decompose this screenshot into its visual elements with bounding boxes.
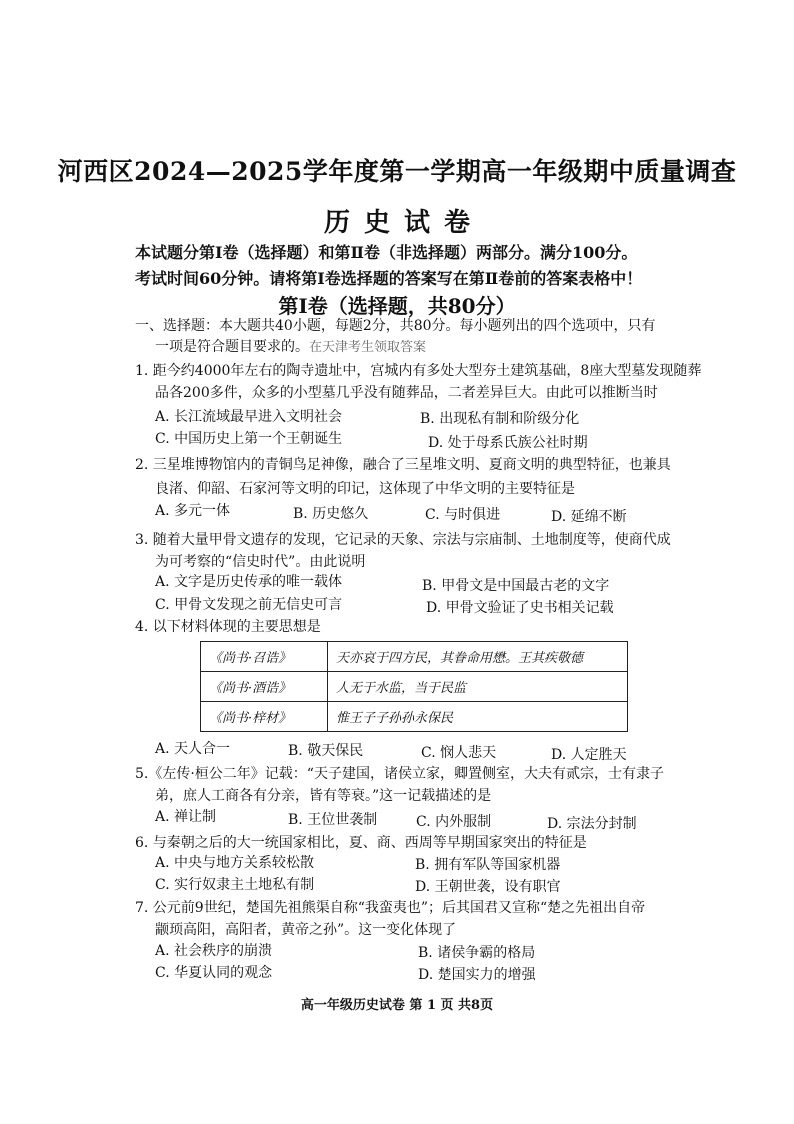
question-4-option-c: C. 悯人悲天 xyxy=(421,745,497,761)
question-6-option-a: A. 中央与地方关系较松散 xyxy=(155,855,315,871)
question-1-option-a: A. 长江流域最早进入文明社会 xyxy=(155,409,343,425)
question-4-material-table xyxy=(200,641,628,732)
watermark-text: 在天津考生领取答案 xyxy=(309,340,427,355)
question-4-stem: 4. 以下材料体现的主要思想是 xyxy=(135,619,321,635)
intro-line-2: 考试时间60分钟。请将第Ⅰ卷选择题的答案写在第Ⅱ卷前的答案表格中！ xyxy=(135,269,643,288)
question-2-option-b: B. 历史悠久 xyxy=(293,506,369,522)
question-6-option-b: B. 拥有军队等国家机器 xyxy=(415,857,561,873)
question-5-option-d: D. 宗法分封制 xyxy=(547,816,637,832)
question-4-option-b: B. 敬天保民 xyxy=(288,743,364,759)
question-3-stem-cont: 为可考察的“信史时代”。由此说明 xyxy=(155,554,366,570)
intro-line-1: 本试题分第Ⅰ卷（选择题）和第Ⅱ卷（非选择题）两部分。满分100分。 xyxy=(135,243,638,262)
table-cell-quote: 人无于水监，当于民监 xyxy=(328,672,628,702)
question-2-option-a: A. 多元一体 xyxy=(155,503,231,519)
question-4-option-a: A. 天人合一 xyxy=(155,741,231,757)
table-row xyxy=(201,642,628,672)
question-2-option-d: D. 延绵不断 xyxy=(551,509,627,525)
question-6-option-d: D. 王朝世袭，设有职官 xyxy=(415,879,561,895)
question-1-option-c: C. 中国历史上第一个王朝诞生 xyxy=(155,431,343,447)
question-3-stem: 3. 随着大量甲骨文遗存的发现，它记录的天象、宗法与宗庙制、土地制度等，使商代成 xyxy=(135,532,671,548)
table-cell-quote: 天亦哀于四方民，其眷命用懋。王其疾敬德 xyxy=(328,642,628,672)
question-2-stem-cont: 良渚、仰韶、石家河等文明的印记，这体现了中华文明的主要特征是 xyxy=(155,481,575,497)
table-row xyxy=(201,672,628,702)
question-4-option-d: D. 人定胜天 xyxy=(551,747,627,763)
section-instruction-cont: 一项是符合题目要求的。在天津考生领取答案 xyxy=(155,339,427,355)
question-5-stem: 5.《左传·桓公二年》记载：“天子建国，诸侯立家，卿置侧室，大夫有贰宗，士有隶子 xyxy=(135,766,664,782)
subject-title: 历史试卷 xyxy=(323,208,484,238)
question-6-option-c: C. 实行奴隶主土地私有制 xyxy=(155,877,315,893)
table-cell-quote: 惟王子子孙孙永保民 xyxy=(328,702,628,732)
page-footer: 高一年级历史试卷 第 1 页 共8页 xyxy=(300,998,494,1013)
question-5-stem-cont: 弟，庶人工商各有分亲，皆有等衰。”这一记载描述的是 xyxy=(155,788,492,804)
question-3-option-a: A. 文字是历史传承的唯一载体 xyxy=(155,574,343,590)
question-5-option-c: C. 内外服制 xyxy=(416,814,492,830)
table-cell-source: 《尚书·召诰》 xyxy=(201,642,328,672)
question-7-stem-cont: 颛顼高阳，高阳者，黄帝之孙”。这一变化体现了 xyxy=(155,922,457,938)
question-7-option-d: D. 楚国实力的增强 xyxy=(418,967,536,983)
table-cell-source: 《尚书·梓材》 xyxy=(201,702,328,732)
question-2-stem: 2. 三星堆博物馆内的青铜鸟足神像，融合了三星堆文明、夏商文明的典型特征，也兼具 xyxy=(135,457,671,473)
question-1-stem: 1. 距今约4000年左右的陶寺遗址中，宫城内有多处大型夯土建筑基础，8座大型墓发现随葬 xyxy=(135,363,702,379)
question-6-stem: 6. 与秦朝之后的大一统国家相比，夏、商、西周等早期国家突出的特征是 xyxy=(135,835,587,851)
question-2-option-c: C. 与时俱进 xyxy=(425,507,501,523)
question-5-option-b: B. 王位世袭制 xyxy=(288,812,378,828)
question-7-option-c: C. 华夏认同的观念 xyxy=(155,965,273,981)
section-instruction: 一、选择题：本大题共40小题，每题2分，共80分。每小题列出的四个选项中，只有 xyxy=(135,318,656,334)
question-3-option-c: C. 甲骨文发现之前无信史可言 xyxy=(155,597,343,613)
part-title: 第Ⅰ卷（选择题，共80分） xyxy=(278,294,516,318)
question-3-option-b: B. 甲骨文是中国最古老的文字 xyxy=(422,578,610,594)
table-cell-source: 《尚书·酒诰》 xyxy=(201,672,328,702)
question-7-option-a: A. 社会秩序的崩溃 xyxy=(155,943,273,959)
question-7-option-b: B. 诸侯争霸的格局 xyxy=(418,945,536,961)
question-5-option-a: A. 禅让制 xyxy=(155,809,217,825)
question-3-option-d: D. 甲骨文验证了史书相关记载 xyxy=(426,600,614,616)
exam-title: 河西区2024—2025学年度第一学期高一年级期中质量调查 xyxy=(57,157,737,186)
question-7-stem: 7. 公元前9世纪，楚国先祖熊渠自称“我蛮夷也”；后其国君又宣称“楚之先祖出自帝 xyxy=(135,900,646,916)
table-row xyxy=(201,702,628,732)
question-1-option-d: D. 处于母系氏族公社时期 xyxy=(428,435,588,451)
question-1-option-b: B. 出现私有制和阶级分化 xyxy=(420,411,580,427)
question-1-stem-cont: 品各200多件，众多的小型墓几乎没有随葬品，二者差异巨大。由此可以推断当时 xyxy=(155,385,658,401)
